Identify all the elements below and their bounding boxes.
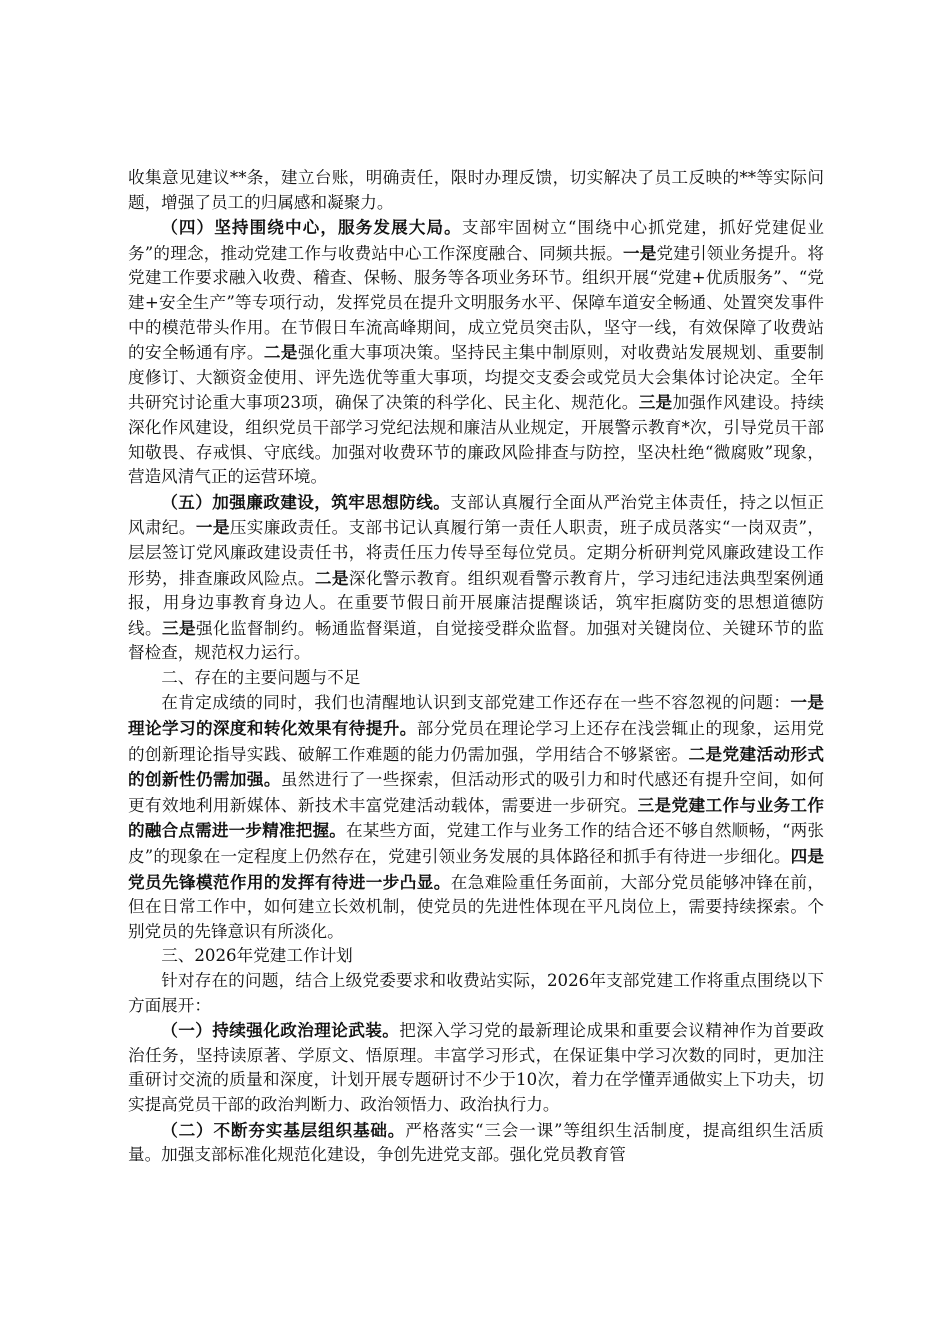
paragraph-text: 支部认真履行全面从严治党主体责任，持之以恒正风肃纪。 (128, 492, 825, 538)
point-label: 一是 (622, 242, 657, 263)
chapter-heading-plan: 三、2026年党建工作计划 (161, 946, 353, 966)
paragraph-text: 在肯定成绩的同时，我们也清醒地认识到支部党建工作还存在一些不容忽视的问题： (161, 693, 791, 713)
paragraph-text: 把深入学习党的最新理论成果和重要会议精神作为首要政治任务，坚持读原著、学原文、悟原理。丰富学习形式，在保证集中学习次数的同时，更加注重研讨交流的质量和深度，计划开展专题研讨不少于10次，着力在学懂弄通做实上下功夫，切实提高党员干部的政治判断力、政治领悟力、政治执行力。 (128, 1021, 825, 1114)
document-page (128, 166, 824, 1168)
paragraph-text: 在某些方面，党建工作与业务工作的结合还不够自然顺畅，“两张皮”的现象在一定程度上仍然存在，党建引领业务发展的具体路径和抓手有待进一步细化。 (128, 821, 825, 867)
plan-heading-1: （一）持续强化政治理论武装。 (161, 1020, 400, 1041)
paragraph-text: 深化警示教育。组织观看警示教育片，学习违纪违法典型案例通报，用身边事教育身边人。在重要节假日前开展廉洁提醒谈话，筑牢拒腐防变的思想道德防线。 (128, 568, 825, 638)
paragraph-text: 虽然进行了一些探索，但活动形式的吸引力和时代感还有提升空间，如何更有效地利用新媒体、新技术丰富党建活动载体，需要进一步研究。 (128, 770, 825, 815)
paragraph-text: 党建引领业务提升。将党建工作要求融入收费、稽查、保畅、服务等各项业务环节。组织开展“党建+优质服务”、“党建+安全生产”等专项行动，发挥党员在提升文明服务水平、保障车道安全畅通、处置突发事件中的模范带头作用。在节假日车流高峰期间，成立党员突击队，坚守一线，有效保障了收费站的安全畅通有序。 (128, 243, 825, 363)
paragraph-text: 严格落实“三会一课”等组织生活制度，提高组织生活质量。加强支部标准化规范化建设，争创先进党支部。强化党员教育管 (128, 1120, 825, 1165)
paragraph-text: 在急难险重任务面前，大部分党员能够冲锋在前，但在日常工作中，如何建立长效机制，使党员的先进性体现在平凡岗位上，需要持续探索。个别党员的先锋意识有所淡化。 (128, 872, 824, 941)
paragraph-integrity (128, 490, 824, 666)
chapter-heading-problems: 二、存在的主要问题与不足 (161, 667, 361, 687)
paragraph-text: 强化监督制约。畅通监督渠道，自觉接受群众监督。加强对关键岗位、关键环节的监督检查，规范权力运行。 (128, 618, 825, 663)
problem-3: 三是党建工作与业务工作的融合点需进一步精准把握。 (128, 794, 825, 841)
paragraph-service-development (128, 215, 824, 490)
paragraph-problems (128, 690, 824, 944)
section-heading-5: （五）加强廉政建设，筑牢思想防线。 (161, 491, 451, 512)
point-label: 三是 (161, 617, 196, 638)
point-label: 一是 (195, 517, 230, 538)
paragraph-continuation: 收集意见建议**条，建立台账，明确责任，限时办理反馈，切实解决了员工反映的**等实际问题，增强了员工的归属感和凝聚力。 (128, 168, 824, 212)
paragraph-plan-1 (128, 1018, 824, 1117)
point-label: 三是 (638, 392, 673, 413)
paragraph-text: 压实廉政责任。支部书记认真履行第一责任人职责，班子成员落实“一岗双责”，层层签订党风廉政建设责任书，将责任压力传导至每位党员。定期分析研判党风廉政建设工作形势，排查廉政风险点。 (128, 518, 825, 588)
paragraph-text: 加强作风建设。持续深化作风建设，组织党员干部学习党纪法规和廉洁从业规定，开展警示教育*次，引导党员干部知敬畏、存戒惧、守底线。加强对收费环节的廉政风险排查与防控，坚决杜绝“微腐败”现象，营造风清气正的运营环境。 (128, 393, 825, 487)
paragraph-text: 强化重大事项决策。坚持民主集中制原则，对收费站发展规划、重要制度修订、大额资金使用、评先选优等重大事项，均提交支委会或党员大会集体讨论决定。全年共研究讨论重大事项23项，确保了决策的科学化、民主化、规范化。 (128, 343, 825, 413)
paragraph-plan-intro: 针对存在的问题，结合上级党委要求和收费站实际，2026年支部党建工作将重点围绕以下方面展开： (128, 971, 824, 1015)
section-heading-4: （四）坚持围绕中心，服务发展大局。 (161, 217, 462, 238)
paragraph-text: 支部牢固树立“围绕中心抓党建，抓好党建促业务”的理念，推动党建工作与收费站中心工作深度融合、同频共振。 (128, 218, 825, 263)
paragraph-plan-2 (128, 1118, 824, 1168)
paragraph-text: 部分党员在理论学习上还存在浅尝辄止的现象，运用党的创新理论指导实践、破解工作难题的能力仍需加强，学用结合不够紧密。 (128, 719, 825, 764)
problem-4: 四是党员先锋模范作用的发挥有待进一步凸显。 (128, 846, 825, 892)
problem-1: 一是理论学习的深度和转化效果有待提升。 (128, 692, 825, 739)
plan-heading-2: （二）不断夯实基层组织基础。 (161, 1119, 406, 1140)
problem-2: 二是党建活动形式的创新性仍需加强。 (128, 743, 825, 790)
point-label: 二是 (314, 567, 349, 588)
point-label: 二是 (263, 342, 298, 363)
